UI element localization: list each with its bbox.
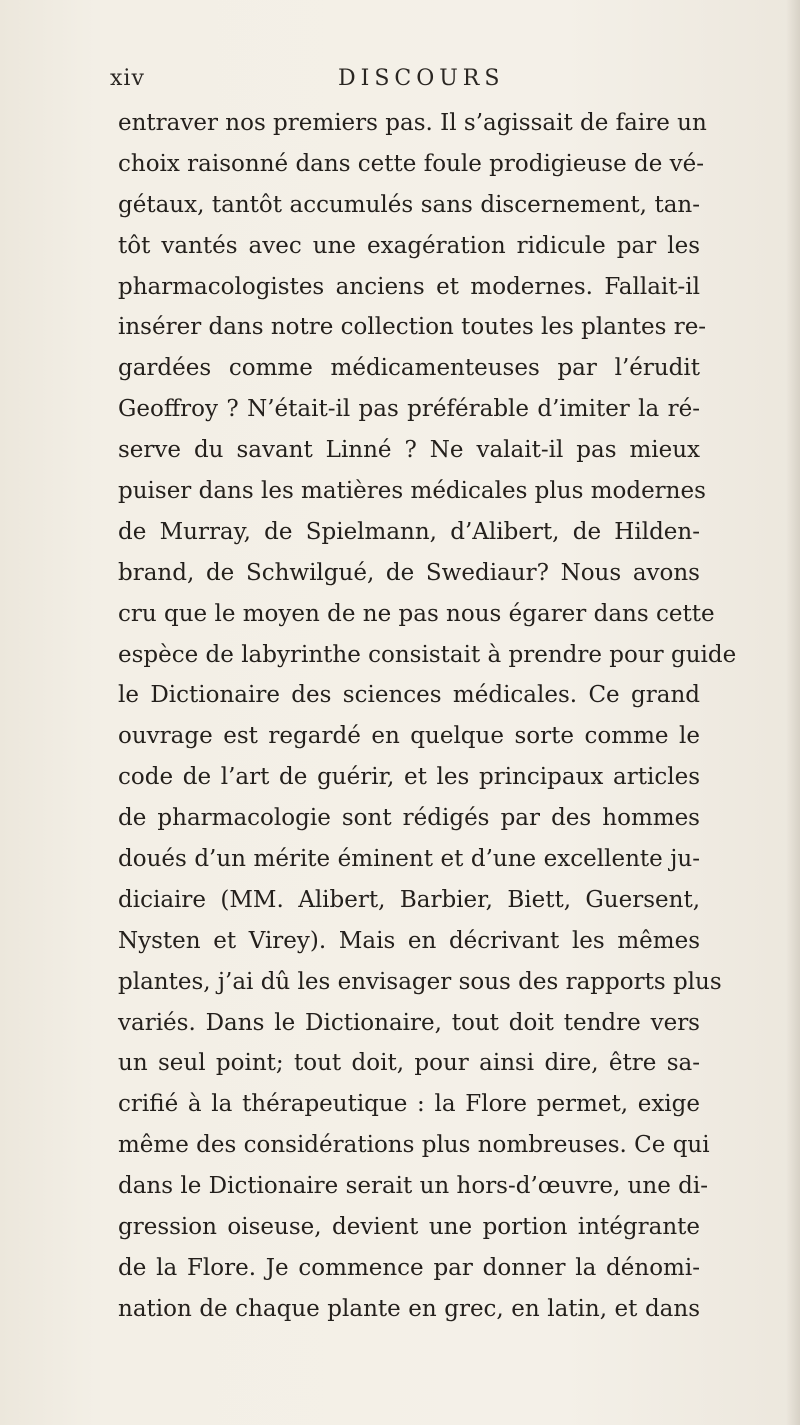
text-line: variés. Dans le Dictionaire, tout doit tendre vers xyxy=(118,1009,700,1036)
text-line: espèce de labyrinthe consistait à prendre pour guide xyxy=(118,641,737,668)
text-line: cru que le moyen de ne pas nous égarer dans cette xyxy=(118,600,715,627)
text-line: ouvrage est regardé en quelque sorte comme le xyxy=(118,723,700,750)
text-line: de pharmacologie sont rédigés par des hommes xyxy=(118,805,700,832)
page-number: xiv xyxy=(110,66,145,91)
text-line: diciaire (MM. Alibert, Barbier, Biett, Guersent, xyxy=(118,886,700,913)
text-line: code de l’art de guérir, et les principaux articles xyxy=(118,764,700,791)
text-line: Geoffroy ? N’était-il pas préférable d’imiter la ré- xyxy=(118,396,700,423)
body-text xyxy=(118,103,737,1330)
text-line: Nysten et Virey). Mais en décrivant les mêmes xyxy=(118,927,700,954)
text-line: doués d’un mérite éminent et d’une excellente ju- xyxy=(118,846,700,873)
text-line: entraver nos premiers pas. Il s’agissait de faire un xyxy=(118,110,707,136)
text-line: de Murray, de Spielmann, d’Alibert, de Hilden- xyxy=(118,518,700,545)
text-line: tôt vantés avec une exagération ridicule par les xyxy=(118,232,700,259)
text-line: dans le Dictionaire serait un hors-d’œuvre, une di- xyxy=(118,1173,708,1200)
text-line: pharmacologistes anciens et modernes. Fallait-il xyxy=(118,273,700,300)
text-line: plantes, j’ai dû les envisager sous des rapports plus xyxy=(118,968,722,995)
text-line: choix raisonné dans cette foule prodigieuse de vé- xyxy=(118,150,705,177)
text-line: gétaux, tantôt accumulés sans discernement, tan- xyxy=(118,191,700,218)
page-header xyxy=(110,66,695,102)
page-edge-shadow xyxy=(786,0,800,1425)
text-line: le Dictionaire des sciences médicales. Ce grand xyxy=(118,682,700,709)
text-line: puiser dans les matières médicales plus modernes xyxy=(118,478,706,505)
text-line: même des considérations plus nombreuses. Ce qui xyxy=(118,1132,710,1159)
text-line: de la Flore. Je commence par donner la dénomi- xyxy=(118,1254,700,1281)
text-line: insérer dans notre collection toutes les plantes re- xyxy=(118,314,707,341)
text-line: brand, de Schwilgué, de Swediaur? Nous avons xyxy=(118,559,700,586)
text-line: serve du savant Linné ? Ne valait-il pas mieux xyxy=(118,437,700,464)
text-line: un seul point; tout doit, pour ainsi dire, être sa- xyxy=(118,1050,700,1077)
text-line: crifié à la thérapeutique : la Flore permet, exige xyxy=(118,1091,700,1118)
text-line: nation de chaque plante en grec, en latin, et dans xyxy=(118,1295,700,1322)
running-head: DISCOURS xyxy=(338,66,505,91)
text-line: gardées comme médicamenteuses par l’érudit xyxy=(118,355,700,382)
text-line: gression oiseuse, devient une portion intégrante xyxy=(118,1214,700,1241)
